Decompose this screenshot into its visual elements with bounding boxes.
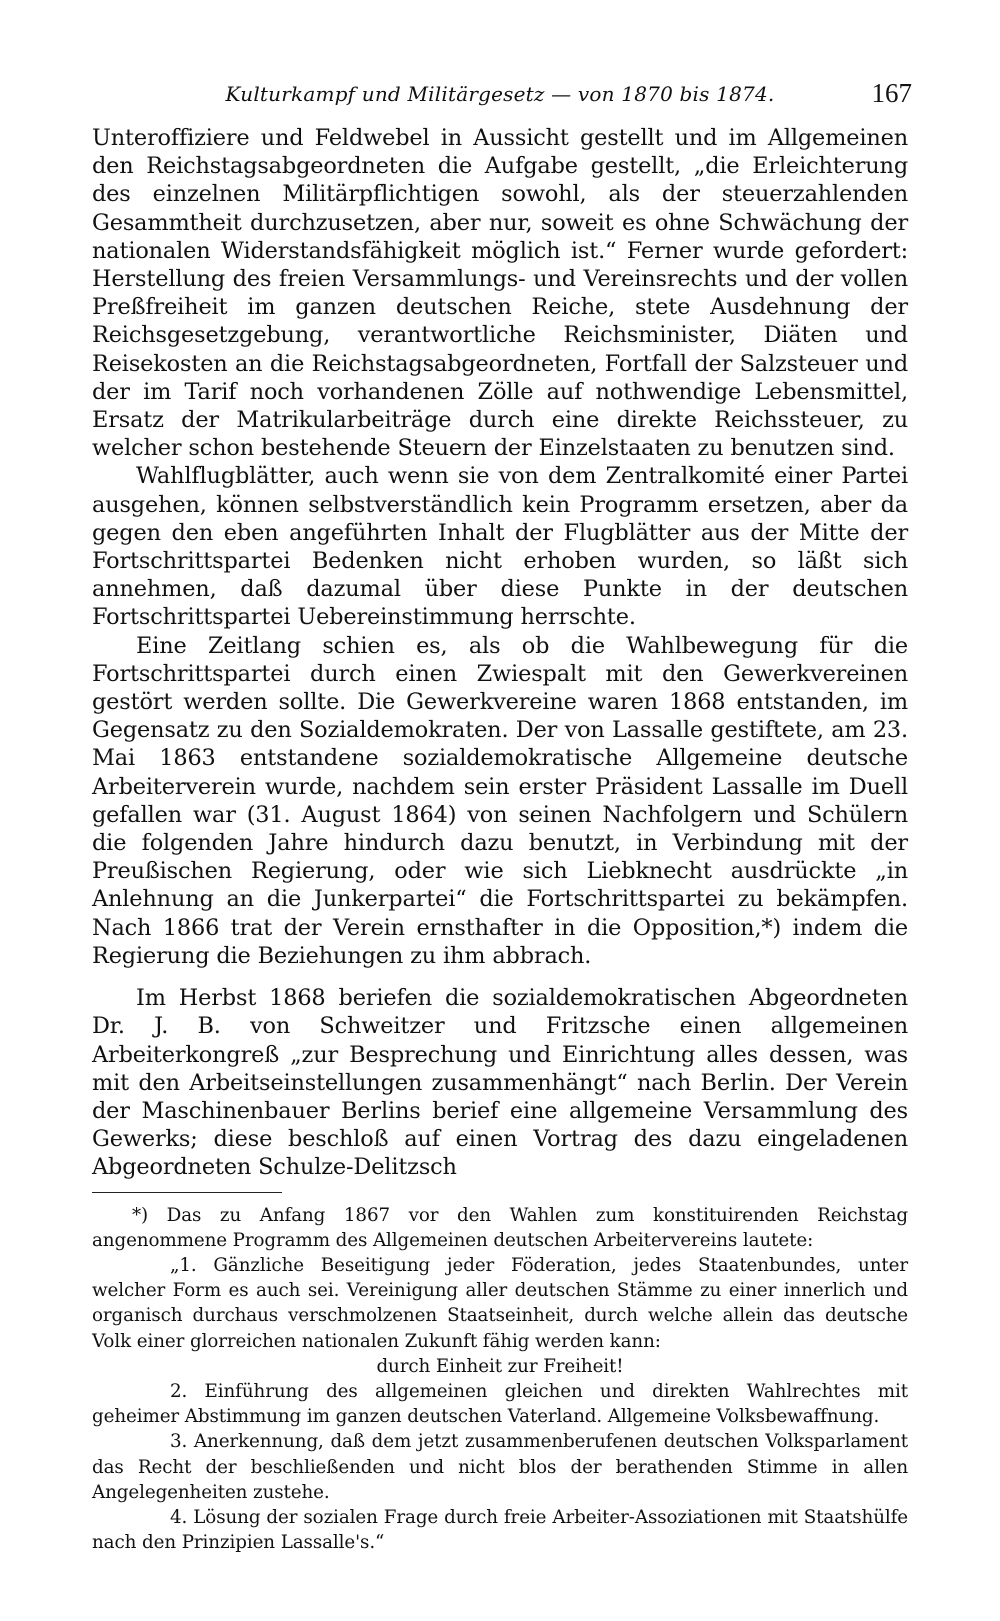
footnote-item-2: 2. Einführung des allgemeinen gleichen und direkten Wahlrechtes mit geheimer Abstimmung im ganzen deutschen Vaterland. Allgemeine Volksbewaffnung. — [92, 1380, 908, 1428]
paragraph: Im Herbst 1868 beriefen die sozialdemokratischen Abgeordneten Dr. J. B. von Schweitzer und Fritzsche einen allgemeinen Arbeiterkongreß „zur Besprechung und Einrichtung alles dessen, was mit den Arbeitseinstellungen zusammenhängt“ nach Berlin. Der Verein der Maschinenbauer Berlins berief eine allgemeine Versammlung des Gewerks; diese beschloß auf einen Vortrag des dazu eingeladenen Abgeordneten Schulze-Delitzsch — [92, 985, 908, 1181]
page-number: 167 — [871, 78, 912, 108]
paragraph: Wahlflugblätter, auch wenn sie von dem Zentralkomité einer Partei ausgehen, können selbstverständlich kein Programm ersetzen, aber da gegen den eben angeführten Inhalt der Flugblätter aus der Mitte der Fortschrittspartei Bedenken nicht erhoben wurden, so läßt sich annehmen, daß dazumal über diese Punkte in der deutschen Fortschrittspartei Uebereinstimmung herrschte. — [92, 463, 908, 631]
footnote — [92, 1203, 908, 1556]
main-text — [92, 124, 908, 1182]
footnote-divider — [92, 1192, 282, 1193]
running-title: Kulturkampf und Militärgesetz — von 1870 bis 1874. — [225, 82, 775, 106]
footnote-item-4: 4. Lösung der sozialen Frage durch freie Arbeiter-Assoziationen mit Staatshülfe nach den Prinzipien Lassalle's.“ — [92, 1506, 908, 1554]
paragraph: Eine Zeitlang schien es, als ob die Wahlbewegung für die Fortschrittspartei durch einen Zwiespalt mit den Gewerkvereinen gestört werden sollte. Die Gewerkvereine waren 1868 entstanden, im Gegensatz zu den Sozialdemokraten. Der von Lassalle gestiftete, am 23. Mai 1863 entstandene sozialdemokratische Allgemeine deutsche Arbeiterverein wurde, nachdem sein erster Präsident Lassalle im Duell gefallen war (31. August 1864) von seinen Nachfolgern und Schülern die folgenden Jahre hindurch dazu benutzt, in Verbindung mit der Preußischen Regierung, oder wie sich Liebknecht ausdrückte „in Anlehnung an die Junkerpartei“ die Fortschrittspartei zu bekämpfen. Nach 1866 trat der Verein ernsthafter in die Opposition,*) indem die Regierung die Beziehungen zu ihm abbrach. — [92, 632, 908, 969]
footnote-intro: *) Das zu Anfang 1867 vor den Wahlen zum konstituirenden Reichstag angenommene Programm des Allgemeinen deutschen Arbeitervereins lautete: — [92, 1204, 908, 1251]
footnote-item-1-motto: durch Einheit zur Freiheit! — [376, 1355, 624, 1377]
footnote-item-1: „1. Gänzliche Beseitigung jeder Föderation, jedes Staatenbundes, unter welcher Form es auch sei. Vereinigung aller deutschen Stämme zu einer innerlich und organisch durchaus verschmolzenen Staatseinheit, durch welche allein das deutsche Volk einer glorreichen nationalen Zukunft fähig werden kann: — [92, 1254, 908, 1352]
running-header — [92, 76, 912, 116]
paragraph: Unteroffiziere und Feldwebel in Aussicht gestellt und im Allgemeinen den Reichstagsabgeordneten die Aufgabe gestellt, „die Erleichterung des einzelnen Militärpflichtigen sowohl, als der steuerzahlenden Gesammtheit durchzusetzen, aber nur, soweit es ohne Schwächung der nationalen Widerstandsfähigkeit möglich ist.“ Ferner wurde gefordert: Herstellung des freien Versammlungs- und Vereinsrechts und der vollen Preßfreiheit im ganzen deutschen Reiche, stete Ausdehnung der Reichsgesetzgebung, verantwortliche Reichsminister, Diäten und Reisekosten an die Reichstagsabgeordneten, Fortfall der Salzsteuer und der im Tarif noch vorhandenen Zölle auf nothwendige Lebensmittel, Ersatz der Matrikularbeiträge durch eine direkte Reichssteuer, zu welcher schon bestehende Steuern der Einzelstaaten zu benutzen sind. — [92, 125, 908, 462]
footnote-item-3: 3. Anerkennung, daß dem jetzt zusammenberufenen deutschen Volksparlament das Recht der beschließenden und nicht blos der berathenden Stimme in allen Angelegenheiten zustehe. — [92, 1431, 908, 1503]
